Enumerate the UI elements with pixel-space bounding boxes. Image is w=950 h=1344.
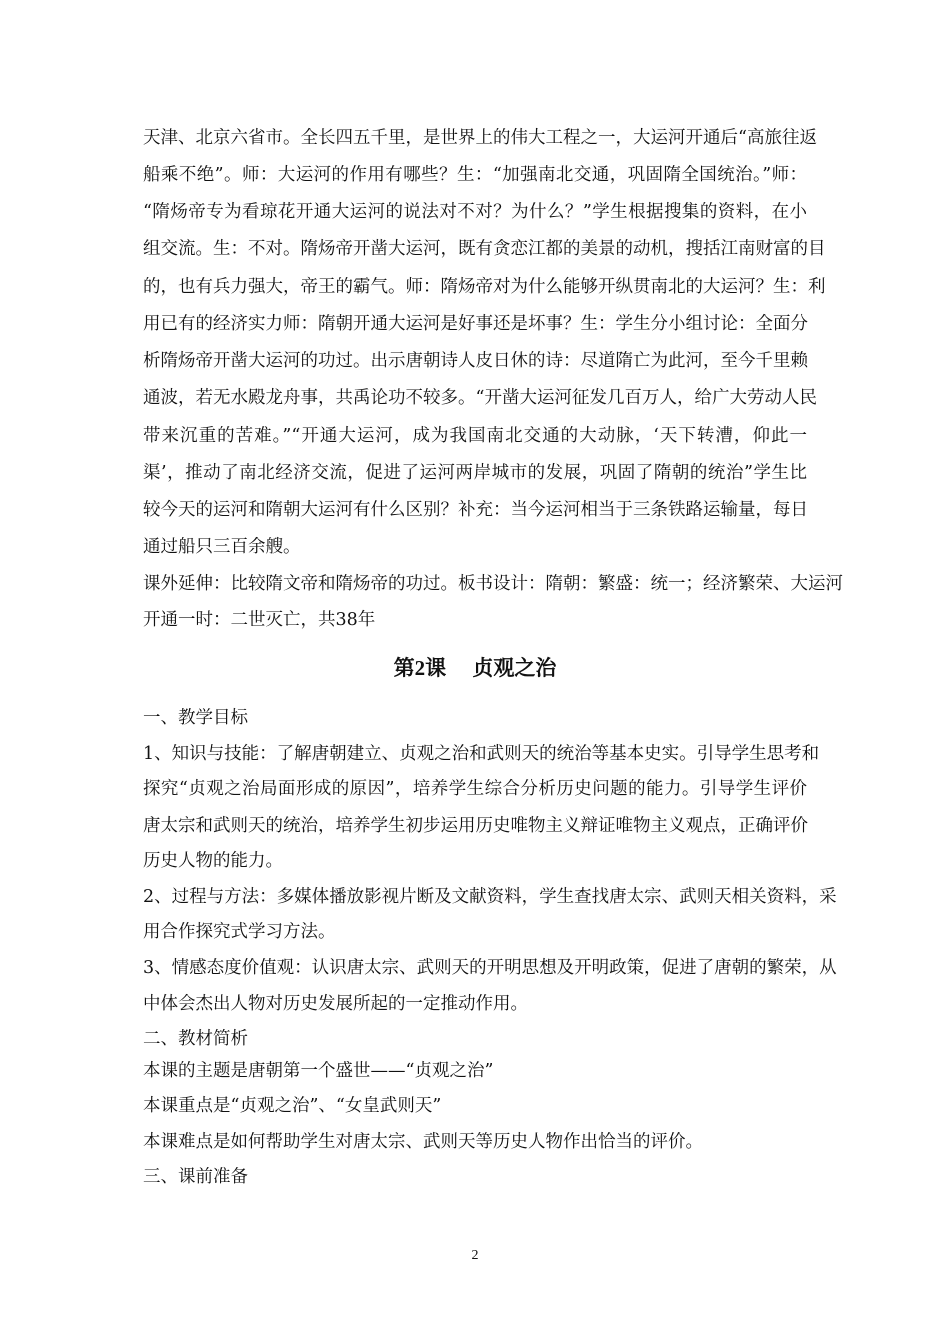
text-line: “隋炀帝专为看琼花开通大运河的说法对不对？为什么？”学生根据搜集的资料，在小 xyxy=(143,202,807,222)
text-line: 天津、北京六省市。全长四五千里，是世界上的伟大工程之一，大运河开通后“高旅往返 xyxy=(143,128,817,148)
text-line: 3、情感态度价值观：认识唐太宗、武则天的开明思想及开明政策，促进了唐朝的繁荣，从 xyxy=(143,958,837,978)
text-line: 三、课前准备 xyxy=(143,1167,248,1187)
text-line: 探究“贞观之治局面形成的原因”，培养学生综合分析历史问题的能力。引导学生评价 xyxy=(143,779,807,799)
text-line: 2、过程与方法：多媒体播放影视片断及文献资料，学生查找唐太宗、武则天相关资料，采 xyxy=(143,887,837,907)
text-line: 用合作探究式学习方法。 xyxy=(143,922,336,942)
text-line: 船乘不绝”。师：大运河的作用有哪些？生：“加强南北交通，巩固隋全国统治。”师： xyxy=(143,165,807,185)
text-line: 一、教学目标 xyxy=(143,708,248,728)
lesson-title: 第2课 贞观之治 xyxy=(393,656,557,680)
text-line: 的，也有兵力强大，帝王的霸气。师：隋炀帝对为什么能够开纵贯南北的大运河？生：利 xyxy=(143,277,826,297)
text-line: 中体会杰出人物对历史发展所起的一定推动作用。 xyxy=(143,994,528,1014)
text-line: 开通一时：二世灭亡，共38年 xyxy=(143,610,376,630)
text-line: 本课难点是如何帮助学生对唐太宗、武则天等历史人物作出恰当的评价。 xyxy=(143,1132,703,1152)
text-line: 通波，若无水殿龙舟事，共禹论功不较多。“开凿大运河征发几百万人，给广大劳动人民 xyxy=(143,388,817,408)
text-line: 析隋炀帝开凿大运河的功过。出示唐朝诗人皮日休的诗：尽道隋亡为此河，至今千里赖 xyxy=(143,351,808,371)
text-line: 较今天的运河和隋朝大运河有什么区别？补充：当今运河相当于三条铁路运输量，每日 xyxy=(143,500,808,520)
text-line: 通过船只三百余艘。 xyxy=(143,537,301,557)
text-line: 用已有的经济实力师：隋朝开通大运河是好事还是坏事？生：学生分小组讨论：全面分 xyxy=(143,314,808,334)
text-line: 本课的主题是唐朝第一个盛世——“贞观之治” xyxy=(143,1061,494,1081)
text-line: 渠’，推动了南北经济交流，促进了运河两岸城市的发展，巩固了隋朝的统治”学生比 xyxy=(143,463,807,483)
text-line: 唐太宗和武则天的统治，培养学生初步运用历史唯物主义辩证唯物主义观点，正确评价 xyxy=(143,816,808,836)
page-number: 2 xyxy=(471,1248,479,1263)
text-line: 本课重点是“贞观之治”、“女皇武则天” xyxy=(143,1096,442,1116)
text-line: 带来沉重的苦难。”“开通大运河，成为我国南北交通的大动脉，‘天下转漕，仰此一 xyxy=(143,426,807,446)
text-line: 历史人物的能力。 xyxy=(143,851,283,871)
text-line: 二、教材简析 xyxy=(143,1029,248,1049)
text-line: 1、知识与技能：了解唐朝建立、贞观之治和武则天的统治等基本史实。引导学生思考和 xyxy=(143,744,820,764)
text-line: 组交流。生：不对。隋炀帝开凿大运河，既有贪恋江都的美景的动机，搜括江南财富的目 xyxy=(143,239,826,259)
text-line: 课外延伸：比较隋文帝和隋炀帝的功过。板书设计：隋朝：繁盛：统一；经济繁荣、大运河 xyxy=(143,574,843,594)
